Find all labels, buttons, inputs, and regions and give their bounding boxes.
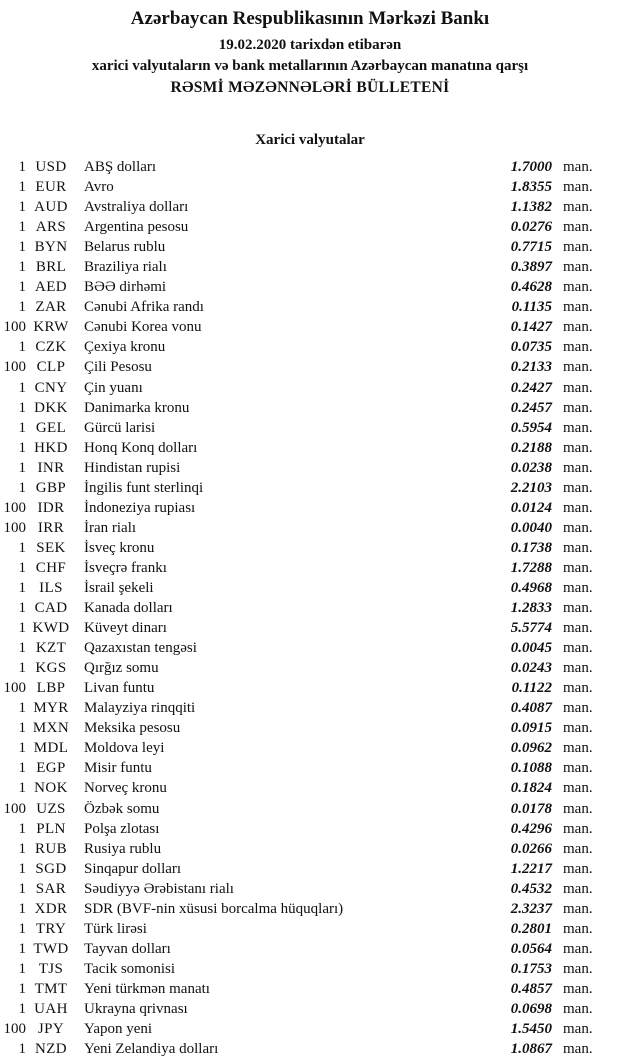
rate-qty: 1 xyxy=(18,239,26,256)
rate-unit: man. xyxy=(563,579,593,596)
rate-qty: 1 xyxy=(18,660,26,677)
rate-value: 0.0124 xyxy=(510,499,552,516)
rate-name: Moldova leyi xyxy=(84,740,165,757)
rate-code: MDL xyxy=(33,740,69,757)
rate-value: 0.2427 xyxy=(510,379,552,396)
rate-unit: man. xyxy=(563,960,593,977)
rate-name: İsrail şekeli xyxy=(84,579,154,596)
rate-unit: man. xyxy=(563,479,593,496)
rate-value: 0.1824 xyxy=(510,780,552,797)
rate-code: UZS xyxy=(36,800,66,817)
rate-name: Cənubi Afrika randı xyxy=(84,299,204,316)
rate-name: Çili Pesosu xyxy=(84,359,152,376)
rate-qty: 100 xyxy=(3,800,26,817)
rate-qty: 1 xyxy=(18,559,26,576)
rate-qty: 1 xyxy=(18,1041,26,1058)
rate-unit: man. xyxy=(563,379,593,396)
rate-name: Sinqapur dolları xyxy=(84,860,182,877)
rate-name: Braziliya rialı xyxy=(84,259,167,276)
rate-qty: 1 xyxy=(18,620,26,637)
rate-name: Malayziya rinqqiti xyxy=(84,700,196,717)
rate-name: Çin yuanı xyxy=(84,379,143,396)
rate-name: Argentina pesosu xyxy=(84,219,189,236)
rate-code: EUR xyxy=(35,179,67,196)
rate-name: İndoneziya rupiası xyxy=(84,499,196,516)
rate-unit: man. xyxy=(563,1000,593,1017)
rate-qty: 1 xyxy=(18,199,26,216)
rate-unit: man. xyxy=(563,920,593,937)
rate-unit: man. xyxy=(563,239,593,256)
rate-code: CNY xyxy=(34,379,68,396)
rate-qty: 1 xyxy=(18,740,26,757)
rate-value: 0.0564 xyxy=(510,940,552,957)
rate-name: Çexiya kronu xyxy=(84,339,166,356)
rate-code: NOK xyxy=(34,780,68,797)
rate-code: KRW xyxy=(33,319,69,336)
rate-row xyxy=(0,297,620,317)
rate-name: Polşa zlotası xyxy=(84,820,160,837)
bulletin-heading: RƏSMİ MƏZƏNNƏLƏRİ BÜLLETENİ xyxy=(170,79,450,96)
rate-name: Cənubi Korea vonu xyxy=(84,319,202,336)
rate-code: SAR xyxy=(35,880,67,897)
rate-row xyxy=(0,458,620,478)
rate-unit: man. xyxy=(563,519,593,536)
rate-qty: 100 xyxy=(3,499,26,516)
rate-unit: man. xyxy=(563,840,593,857)
rate-name: Livan funtu xyxy=(84,680,155,697)
rate-qty: 1 xyxy=(18,279,26,296)
rate-qty: 1 xyxy=(18,379,26,396)
rate-code: BRL xyxy=(35,259,67,276)
rate-name: Avro xyxy=(84,179,114,196)
rate-qty: 100 xyxy=(3,680,26,697)
rate-value: 0.0040 xyxy=(510,519,552,536)
rate-value: 1.8355 xyxy=(510,179,552,196)
rate-code: CLP xyxy=(36,359,66,376)
rate-row xyxy=(0,778,620,798)
rate-unit: man. xyxy=(563,820,593,837)
rate-value: 2.3237 xyxy=(510,900,552,917)
rate-name: Özbək somu xyxy=(84,800,160,817)
rate-code: HKD xyxy=(34,439,68,456)
rate-value: 0.4532 xyxy=(510,880,552,897)
rate-row xyxy=(0,638,620,658)
rate-row xyxy=(0,538,620,558)
rate-qty: 100 xyxy=(3,1021,26,1038)
rate-code: INR xyxy=(37,459,65,476)
rate-qty: 1 xyxy=(18,479,26,496)
rate-row xyxy=(0,518,620,538)
rate-name: Ukrayna qrivnası xyxy=(84,1000,188,1017)
effective-date-line: 19.02.2020 tarixdən etibarən xyxy=(218,37,402,53)
rate-row xyxy=(0,1039,620,1059)
rate-row xyxy=(0,398,620,418)
rate-qty: 1 xyxy=(18,960,26,977)
rate-code: LBP xyxy=(36,680,66,697)
rate-name: Honq Konq dolları xyxy=(84,439,198,456)
rate-code: JPY xyxy=(37,1021,65,1038)
rate-code: RUB xyxy=(34,840,68,857)
rate-row xyxy=(0,237,620,257)
rate-qty: 1 xyxy=(18,920,26,937)
rate-unit: man. xyxy=(563,640,593,657)
rate-row xyxy=(0,758,620,778)
rate-code: KGS xyxy=(35,660,67,677)
rate-code: CAD xyxy=(34,600,68,617)
rate-row xyxy=(0,618,620,638)
rate-row xyxy=(0,678,620,698)
rate-value: 0.2133 xyxy=(510,359,552,376)
rate-code: AED xyxy=(34,279,68,296)
rate-unit: man. xyxy=(563,399,593,416)
rate-unit: man. xyxy=(563,499,593,516)
rate-value: 0.5954 xyxy=(510,419,552,436)
rate-row xyxy=(0,357,620,377)
rate-row xyxy=(0,478,620,498)
rate-qty: 1 xyxy=(18,640,26,657)
rate-name: İngilis funt sterlinqi xyxy=(84,479,204,496)
rate-unit: man. xyxy=(563,660,593,677)
rate-value: 0.1738 xyxy=(510,539,552,556)
rate-code: PLN xyxy=(36,820,66,837)
rate-value: 0.4087 xyxy=(510,700,552,717)
rate-unit: man. xyxy=(563,339,593,356)
rate-qty: 1 xyxy=(18,399,26,416)
rate-code: BYN xyxy=(34,239,68,256)
rate-value: 0.4628 xyxy=(510,279,552,296)
rate-qty: 1 xyxy=(18,720,26,737)
rate-row xyxy=(0,418,620,438)
rate-qty: 1 xyxy=(18,539,26,556)
rate-value: 1.5450 xyxy=(510,1021,552,1038)
rate-row xyxy=(0,257,620,277)
rate-qty: 1 xyxy=(18,419,26,436)
rate-unit: man. xyxy=(563,259,593,276)
rate-name: Yeni türkmən manatı xyxy=(84,980,210,997)
rate-code: ZAR xyxy=(35,299,67,316)
rate-code: SGD xyxy=(35,860,67,877)
rate-code: TRY xyxy=(35,920,67,937)
rate-name: Avstraliya dolları xyxy=(84,199,189,216)
rate-value: 0.0178 xyxy=(510,800,552,817)
rate-unit: man. xyxy=(563,1021,593,1038)
rate-row xyxy=(0,919,620,939)
rate-unit: man. xyxy=(563,860,593,877)
rate-row xyxy=(0,598,620,618)
rate-row xyxy=(0,999,620,1019)
rate-value: 0.2457 xyxy=(510,399,552,416)
rate-value: 0.0962 xyxy=(510,740,552,757)
rate-code: CHF xyxy=(35,559,67,576)
rate-unit: man. xyxy=(563,780,593,797)
rate-unit: man. xyxy=(563,1041,593,1058)
rate-name: SDR (BVF-nin xüsusi borcalma hüquqları) xyxy=(84,900,344,917)
rate-row xyxy=(0,438,620,458)
rate-value: 0.0915 xyxy=(510,720,552,737)
rate-unit: man. xyxy=(563,539,593,556)
rate-unit: man. xyxy=(563,940,593,957)
rate-name: Səudiyyə Ərəbistanı rialı xyxy=(84,880,234,897)
rate-code: IRR xyxy=(37,519,65,536)
rate-qty: 1 xyxy=(18,179,26,196)
rate-unit: man. xyxy=(563,459,593,476)
rate-name: Meksika pesosu xyxy=(84,720,181,737)
rate-row xyxy=(0,959,620,979)
rate-value: 0.0045 xyxy=(510,640,552,657)
rate-value: 5.5774 xyxy=(510,620,552,637)
rate-code: ILS xyxy=(39,579,63,596)
rate-name: İsveç kronu xyxy=(84,539,155,556)
rate-qty: 1 xyxy=(18,299,26,316)
rate-row xyxy=(0,197,620,217)
rate-row xyxy=(0,1019,620,1039)
rate-row xyxy=(0,879,620,899)
rate-code: XDR xyxy=(34,900,68,917)
rate-qty: 1 xyxy=(18,860,26,877)
rate-row xyxy=(0,939,620,959)
rate-code: KZT xyxy=(35,640,67,657)
rate-unit: man. xyxy=(563,680,593,697)
rate-code: TWD xyxy=(33,940,69,957)
rate-code: DKK xyxy=(34,399,68,416)
rate-code: IDR xyxy=(37,499,65,516)
rate-value: 0.2801 xyxy=(510,920,552,937)
rate-name: Tacik somonisi xyxy=(84,960,176,977)
rate-row xyxy=(0,558,620,578)
rate-name: İsveçrə frankı xyxy=(84,559,167,576)
rate-name: Yapon yeni xyxy=(84,1021,153,1038)
rate-unit: man. xyxy=(563,439,593,456)
rate-qty: 1 xyxy=(18,760,26,777)
rate-unit: man. xyxy=(563,159,593,175)
rate-unit: man. xyxy=(563,600,593,617)
rate-value: 1.2833 xyxy=(510,600,552,617)
rate-value: 1.7288 xyxy=(510,559,552,576)
rate-qty: 100 xyxy=(3,319,26,336)
rate-qty: 1 xyxy=(18,439,26,456)
rate-code: UAH xyxy=(34,1000,68,1017)
rate-value: 0.4296 xyxy=(510,820,552,837)
rate-value: 0.0266 xyxy=(510,840,552,857)
rate-code: GBP xyxy=(35,479,67,496)
rate-row xyxy=(0,698,620,718)
rate-value: 0.1427 xyxy=(510,319,552,336)
bulletin-header xyxy=(0,0,620,99)
rate-code: TMT xyxy=(34,980,68,997)
rate-qty: 1 xyxy=(18,339,26,356)
rate-row xyxy=(0,718,620,738)
rate-qty: 1 xyxy=(18,900,26,917)
rate-unit: man. xyxy=(563,279,593,296)
bank-title: Azərbaycan Respublikasının Mərkəzi Bankı xyxy=(130,8,490,29)
rate-unit: man. xyxy=(563,700,593,717)
rate-unit: man. xyxy=(563,800,593,817)
rate-name: İran rialı xyxy=(84,519,137,536)
rate-unit: man. xyxy=(563,880,593,897)
bulletin-subtitle: xarici valyutaların və bank metallarının Azərbaycan manatına qarşı xyxy=(91,58,529,74)
rate-name: Yeni Zelandiya dolları xyxy=(84,1041,219,1058)
rate-name: Hindistan rupisi xyxy=(84,459,181,476)
rate-value: 0.1122 xyxy=(511,680,552,697)
rate-name: Belarus rublu xyxy=(84,239,166,256)
rate-qty: 1 xyxy=(18,1000,26,1017)
rate-unit: man. xyxy=(563,740,593,757)
rate-row xyxy=(0,378,620,398)
rate-row xyxy=(0,498,620,518)
rate-value: 1.7000 xyxy=(510,159,552,175)
rate-value: 0.0238 xyxy=(510,459,552,476)
rate-row xyxy=(0,899,620,919)
rate-qty: 1 xyxy=(18,579,26,596)
rate-qty: 100 xyxy=(3,359,26,376)
rate-code: MXN xyxy=(32,720,70,737)
rate-name: Norveç kronu xyxy=(84,780,167,797)
rate-value: 1.2217 xyxy=(510,860,552,877)
rate-unit: man. xyxy=(563,299,593,316)
rate-unit: man. xyxy=(563,900,593,917)
rate-code: ARS xyxy=(35,219,67,236)
rate-qty: 1 xyxy=(18,840,26,857)
rate-name: Rusiya rublu xyxy=(84,840,162,857)
rate-code: EGP xyxy=(36,760,66,777)
rate-code: MYR xyxy=(33,700,69,717)
rate-code: GEL xyxy=(35,419,67,436)
rate-value: 0.2188 xyxy=(510,439,552,456)
rate-value: 0.4857 xyxy=(510,980,552,997)
rate-name: Qazaxıstan tengəsi xyxy=(84,640,197,657)
rate-unit: man. xyxy=(563,720,593,737)
rate-value: 1.0867 xyxy=(510,1041,552,1058)
rate-code: CZK xyxy=(35,339,67,356)
rate-qty: 100 xyxy=(3,519,26,536)
rate-name: Misir funtu xyxy=(84,760,152,777)
rate-code: KWD xyxy=(32,620,70,637)
rate-qty: 1 xyxy=(18,880,26,897)
rate-value: 0.0276 xyxy=(510,219,552,236)
rate-value: 0.7715 xyxy=(510,239,552,256)
rate-row xyxy=(0,337,620,357)
rate-qty: 1 xyxy=(18,700,26,717)
rate-value: 0.0243 xyxy=(510,660,552,677)
rate-code: SEK xyxy=(36,539,66,556)
rate-value: 0.0735 xyxy=(510,339,552,356)
rate-name: Qırğız somu xyxy=(84,660,159,677)
rate-qty: 1 xyxy=(18,219,26,236)
rate-row xyxy=(0,217,620,237)
rate-row xyxy=(0,317,620,337)
rate-unit: man. xyxy=(563,219,593,236)
rate-name: ABŞ dolları xyxy=(84,159,157,175)
rate-qty: 1 xyxy=(18,600,26,617)
rate-row xyxy=(0,819,620,839)
rate-row xyxy=(0,157,620,177)
rate-unit: man. xyxy=(563,980,593,997)
rate-code: NZD xyxy=(34,1041,68,1058)
rate-row xyxy=(0,578,620,598)
rate-row xyxy=(0,799,620,819)
rate-name: Tayvan dolları xyxy=(84,940,171,957)
rate-code: TJS xyxy=(38,960,64,977)
rate-value: 0.0698 xyxy=(510,1000,552,1017)
rate-value: 0.3897 xyxy=(510,259,552,276)
rate-value: 0.4968 xyxy=(510,579,552,596)
rate-row xyxy=(0,177,620,197)
rate-unit: man. xyxy=(563,559,593,576)
rate-unit: man. xyxy=(563,199,593,216)
rate-qty: 1 xyxy=(18,259,26,276)
rate-unit: man. xyxy=(563,319,593,336)
rate-unit: man. xyxy=(563,760,593,777)
rate-row xyxy=(0,738,620,758)
rate-name: Gürcü larisi xyxy=(84,419,156,436)
rate-value: 1.1382 xyxy=(510,199,552,216)
rate-qty: 1 xyxy=(18,159,26,175)
rate-row xyxy=(0,859,620,879)
rate-unit: man. xyxy=(563,419,593,436)
rate-row xyxy=(0,979,620,999)
section-title-foreign-currencies: Xarici valyutalar xyxy=(255,132,365,148)
rate-value: 0.1753 xyxy=(510,960,552,977)
rate-name: Danimarka kronu xyxy=(84,399,190,416)
rate-qty: 1 xyxy=(18,980,26,997)
rate-unit: man. xyxy=(563,179,593,196)
rate-code: USD xyxy=(35,159,67,175)
rate-name: BƏƏ dirhəmi xyxy=(84,279,167,296)
rate-name: Küveyt dinarı xyxy=(84,620,167,637)
rate-qty: 1 xyxy=(18,820,26,837)
rates-table xyxy=(0,157,620,1059)
rate-qty: 1 xyxy=(18,940,26,957)
rate-unit: man. xyxy=(563,620,593,637)
rate-qty: 1 xyxy=(18,780,26,797)
rate-value: 0.1135 xyxy=(511,299,552,316)
rate-value: 2.2103 xyxy=(510,479,552,496)
rate-code: AUD xyxy=(34,199,68,216)
rate-row xyxy=(0,658,620,678)
rate-qty: 1 xyxy=(18,459,26,476)
rate-name: Kanada dolları xyxy=(84,600,173,617)
rate-row xyxy=(0,277,620,297)
rate-row xyxy=(0,839,620,859)
rate-unit: man. xyxy=(563,359,593,376)
rate-value: 0.1088 xyxy=(510,760,552,777)
rate-name: Türk lirəsi xyxy=(84,920,147,937)
